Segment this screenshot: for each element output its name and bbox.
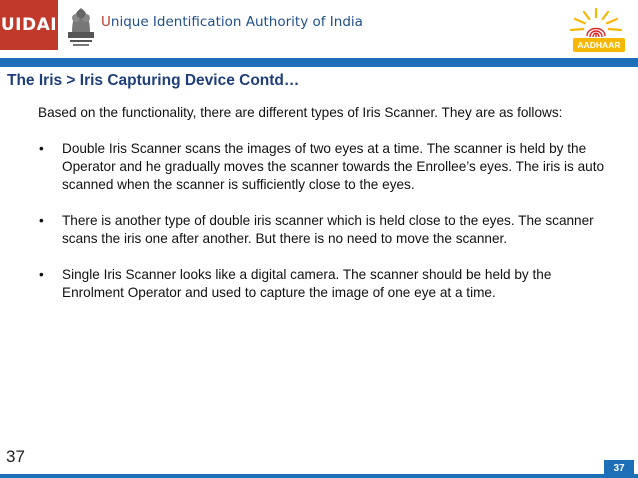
slide-title: The Iris > Iris Capturing Device Contd… (7, 72, 300, 89)
page-number-badge: 37 (604, 460, 634, 478)
bullet-item (38, 212, 608, 248)
slide-number: 37 (6, 447, 25, 466)
bullet-item (38, 140, 608, 194)
national-emblem-icon (64, 2, 98, 48)
bullet-text: There is another type of double iris scanner which is held close to the eyes. The scanner scans the iris one after another. But there is no need to move the scanner. (62, 213, 594, 246)
aadhaar-label: AADHAAR (573, 38, 625, 52)
authority-initial: U (101, 14, 111, 30)
bullet-item (38, 266, 608, 302)
intro-paragraph: Based on the functionality, there are different types of Iris Scanner. They are as follows: (38, 105, 563, 120)
bullet-symbol: • (39, 141, 44, 156)
authority-name (101, 14, 363, 30)
authority-rest: nique Identification Authority of India (110, 14, 363, 30)
uidai-logo: UIDAI (0, 0, 58, 50)
header (0, 0, 638, 58)
header-divider-bar (0, 58, 638, 67)
footer-bar (0, 474, 638, 478)
bullet-symbol: • (39, 267, 44, 282)
bullet-text: Single Iris Scanner looks like a digital camera. The scanner should be held by the Enrolment Operator and used to capture the image of one eye at a time. (62, 267, 552, 300)
bullet-symbol: • (39, 213, 44, 228)
slide-content (38, 104, 608, 320)
bullet-text: Double Iris Scanner scans the images of two eyes at a time. The scanner is held by the Operator and he gradually moves the scanner towards the Enrollee’s eyes. The iris is auto scanned when the scanner is sufficiently close to the eyes. (62, 141, 605, 192)
